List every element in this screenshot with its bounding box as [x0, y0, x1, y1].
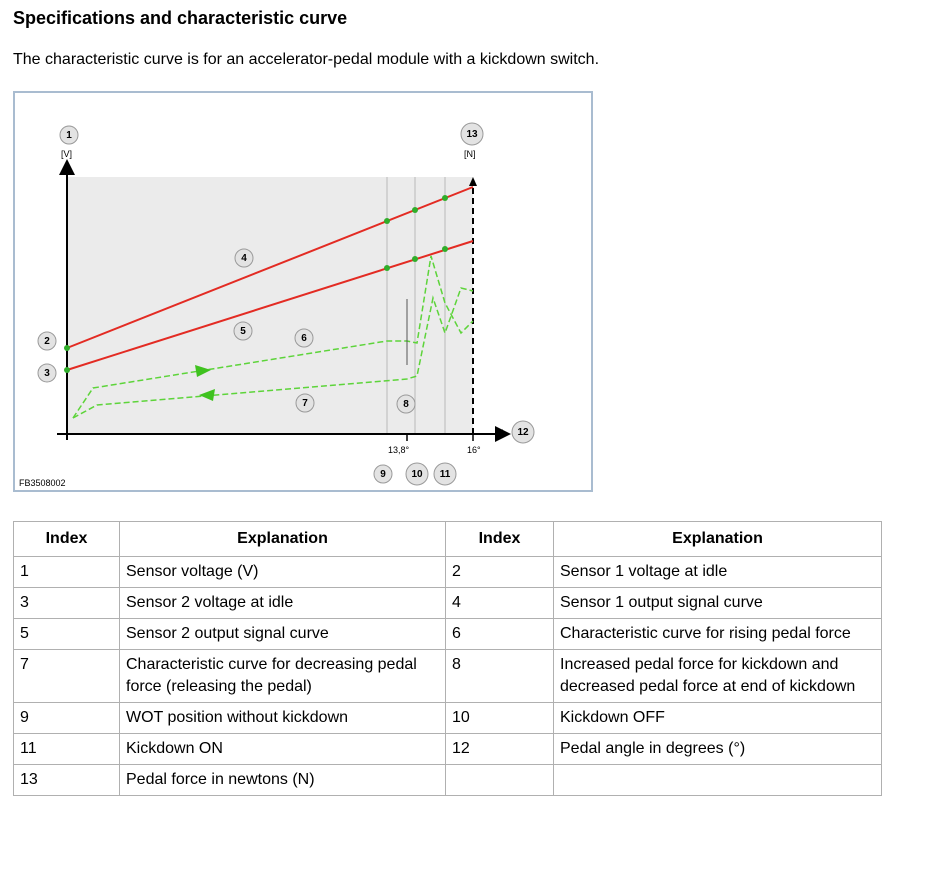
callout-2	[38, 332, 56, 350]
explanation-cell: Pedal force in newtons (N)	[120, 765, 446, 796]
index-cell: 2	[446, 557, 554, 588]
marker-s2-wot	[384, 265, 390, 271]
svg-text:2: 2	[44, 336, 50, 347]
explanation-cell: Kickdown ON	[120, 734, 446, 765]
tick-label-16: 16°	[467, 445, 481, 455]
marker-s1-kd-off	[412, 207, 418, 213]
index-cell: 7	[14, 650, 120, 703]
marker-s2-kd-on	[442, 246, 448, 252]
intro-text: The characteristic curve is for an accelerator-pedal module with a kickdown switch.	[13, 51, 600, 68]
explanation-cell: Sensor 2 voltage at idle	[120, 588, 446, 619]
callout-8	[397, 395, 415, 413]
svg-text:12: 12	[517, 427, 529, 438]
index-cell	[446, 765, 554, 796]
explanation-cell: Pedal angle in degrees (°)	[554, 734, 882, 765]
svg-text:7: 7	[302, 398, 308, 409]
table-row	[14, 734, 882, 765]
legend-table	[13, 521, 882, 796]
marker-sensor1-idle	[64, 345, 70, 351]
explanation-cell: Sensor voltage (V)	[120, 557, 446, 588]
header-index-2: Index	[446, 522, 554, 557]
index-cell: 10	[446, 703, 554, 734]
table-row	[14, 557, 882, 588]
callout-6	[295, 329, 313, 347]
explanation-cell: Sensor 1 voltage at idle	[554, 557, 882, 588]
table-row	[14, 765, 882, 796]
x-unit: [°]	[495, 428, 504, 438]
svg-text:3: 3	[44, 368, 50, 379]
index-cell: 5	[14, 619, 120, 650]
table-row	[14, 619, 882, 650]
index-cell: 12	[446, 734, 554, 765]
table-row	[14, 588, 882, 619]
explanation-cell: Characteristic curve for rising pedal force	[554, 619, 882, 650]
svg-text:6: 6	[301, 333, 307, 344]
explanation-cell: Increased pedal force for kickdown and decreased pedal force at end of kickdown	[554, 650, 882, 703]
marker-s2-kd-off	[412, 256, 418, 262]
svg-text:4: 4	[241, 253, 247, 264]
explanation-cell: Sensor 1 output signal curve	[554, 588, 882, 619]
svg-text:10: 10	[411, 469, 423, 480]
callout-10	[406, 463, 428, 485]
table-row	[14, 650, 882, 703]
y-unit-left: [V]	[61, 149, 73, 159]
index-cell: 13	[14, 765, 120, 796]
characteristic-curve-figure	[13, 91, 593, 492]
svg-text:13: 13	[466, 129, 478, 140]
callout-1	[60, 126, 78, 144]
characteristic-curve-diagram	[15, 93, 591, 490]
index-cell: 8	[446, 650, 554, 703]
tick-label-13-8: 13,8°	[388, 445, 410, 455]
index-cell: 11	[14, 734, 120, 765]
header-explanation-1: Explanation	[120, 522, 446, 557]
index-cell: 9	[14, 703, 120, 734]
svg-text:11: 11	[439, 469, 451, 480]
index-cell: 3	[14, 588, 120, 619]
explanation-cell	[554, 765, 882, 796]
callout-13	[461, 123, 483, 145]
marker-s1-wot	[384, 218, 390, 224]
callout-9	[374, 465, 392, 483]
svg-text:9: 9	[380, 469, 386, 480]
explanation-cell: Sensor 2 output signal curve	[120, 619, 446, 650]
marker-sensor2-idle	[64, 367, 70, 373]
svg-text:1: 1	[66, 130, 72, 141]
explanation-cell: Characteristic curve for decreasing pedal force (releasing the pedal)	[120, 650, 446, 703]
header-explanation-2: Explanation	[554, 522, 882, 557]
callout-7	[296, 394, 314, 412]
callout-12	[512, 421, 534, 443]
svg-text:8: 8	[403, 399, 409, 410]
table-row	[14, 703, 882, 734]
callout-11	[434, 463, 456, 485]
explanation-cell: Kickdown OFF	[554, 703, 882, 734]
y-unit-right: [N]	[464, 149, 476, 159]
page-title: Specifications and characteristic curve	[13, 8, 348, 28]
callout-3	[38, 364, 56, 382]
index-cell: 6	[446, 619, 554, 650]
legend-header-row	[14, 522, 882, 557]
callout-4	[235, 249, 253, 267]
svg-text:5: 5	[240, 326, 246, 337]
index-cell: 4	[446, 588, 554, 619]
explanation-cell: WOT position without kickdown	[120, 703, 446, 734]
marker-s1-kd-on	[442, 195, 448, 201]
figure-code: FB3508002	[19, 478, 66, 488]
index-cell: 1	[14, 557, 120, 588]
callout-5	[234, 322, 252, 340]
header-index-1: Index	[14, 522, 120, 557]
